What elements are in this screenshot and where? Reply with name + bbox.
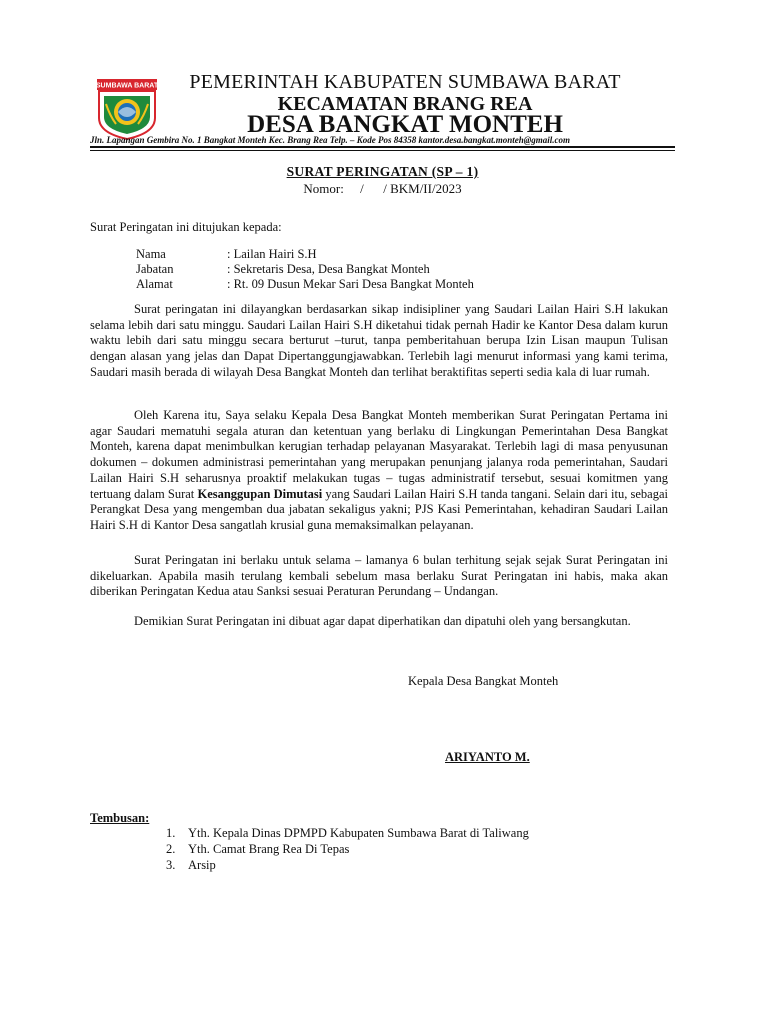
logo-text: SUMBAWA BARAT	[96, 82, 158, 90]
signature-position: Kepala Desa Bangkat Monteh	[408, 674, 559, 688]
letterhead-government: PEMERINTAH KABUPATEN SUMBAWA BARAT	[189, 71, 621, 93]
letterhead-district: KECAMATAN BRANG REA	[277, 93, 533, 115]
field-label: Nama	[136, 247, 166, 261]
letter-number: Nomor: / / BKM/II/2023	[303, 181, 462, 196]
list-item-number: 3.	[166, 857, 176, 872]
field-value: : Sekretaris Desa, Desa Bangkat Monteh	[227, 262, 430, 276]
letterhead-village: DESA BANGKAT MONTEH	[247, 111, 563, 138]
field-label: Alamat	[136, 277, 173, 291]
paragraph-validity: Surat Peringatan ini berlaku untuk selama – lamanya 6 bulan terhitung sejak sejak Surat Peringatan ini dikeluarkan. Apabila masih terulang kembali sebelum masa berlaku Surat Peringatan ini habis, maka akan diberikan Peringatan Kedua atau Sanksi sesuai Peraturan Perundang – Undangan.	[90, 553, 668, 599]
list-item-number: 2.	[166, 841, 176, 856]
paragraph-reason: Surat peringatan ini dilayangkan berdasarkan sikap indisipliner yang Saudari Lailan Hairi S.H lakukan selama lebih dari satu minggu. Saudari Lailan Hairi S.H diketahui tidak pernah Hadir ke Kantor Desa dalam kurun waktu lebih dari satu minggu secara berturut –turut, tanpa pemberitahuan berupa Izin Lisan maupun Tulisan dengan alasan yang jelas dan Dapat Dipertanggungjawabkan. Terlebih lagi menurut informasi yang kami terima, Saudari masih berada di wilayah Desa Bangkat Monteh dan terlihat beraktifitas seperti sedia kala di luar rumah.	[90, 302, 668, 379]
tembusan-title: Tembusan:	[90, 811, 150, 825]
letterhead-rule-thick	[90, 146, 675, 148]
list-item	[166, 826, 529, 842]
list-item-number: 1.	[166, 826, 176, 840]
paragraph-instruction-part2: yang Saudari Lailan Hairi S.H tanda tangani. Selain dari itu, sebagai Perangkat Desa yang mengemban dua jabatan sekaligus yakni; PJS Kasi Pemerintahan, kehadiran Saudari Lailan Hairi S.H di Kantor Desa sangatlah krusial guna memaksimalkan pelayanan.	[90, 486, 668, 532]
field-row-alamat	[136, 277, 474, 293]
list-item-text: Yth. Camat Brang Rea Di Tepas	[188, 841, 350, 856]
paragraph-instruction-part1: Oleh Karena itu, Saya selaku Kepala Desa Bangkat Monteh memberikan Surat Peringatan Pertama ini agar Saudari mematuhi segala aturan dan ketentuan yang berlaku di Lingkungan Pemerintahan Desa Bangkat Monteh, karena dapat menimbulkan kerugian terhadap pelayanan Masyarakat. Terlebih lagi di masa penyusunan dokumen – dokumen administrasi pemerintahan yang merupakan penunjang jalanya roda pemerintahan, Saudari Lailan Hairi S.H seharusnya proaktif melakukan tugas – tugas administratif tersebut, sesuai komitmen yang tertuang dalam Surat	[90, 408, 668, 501]
letter-title-text: SURAT PERINGATAN (SP – 1)	[286, 164, 479, 179]
paragraph-closing: Demikian Surat Peringatan ini dibuat agar dapat diperhatikan dan dipatuhi oleh yang bersangkutan.	[134, 614, 631, 628]
signature-name: ARIYANTO M.	[445, 750, 530, 764]
letterhead-address: Jln. Lapangan Gembira No. 1 Bangkat Monteh Kec. Brang Rea Telp. – Kode Pos 84358 kantor.desa.bangkat.monteh@gmail.com	[90, 135, 570, 145]
regency-logo-icon	[96, 78, 158, 140]
field-label: Jabatan	[136, 262, 174, 276]
list-item	[166, 842, 529, 858]
intro-line: Surat Peringatan ini ditujukan kepada:	[90, 220, 282, 234]
list-item	[166, 858, 529, 874]
letter-title	[90, 164, 675, 180]
paragraph-instruction-bold: Kesanggupan Dimutasi	[197, 486, 323, 501]
paragraph-instruction	[90, 408, 668, 534]
field-value: : Rt. 09 Dusun Mekar Sari Desa Bangkat Monteh	[227, 277, 474, 291]
letterhead-rule-thin	[90, 150, 675, 151]
field-value: : Lailan Hairi S.H	[227, 247, 317, 261]
tembusan-list	[166, 826, 529, 873]
list-item-text: Arsip	[188, 857, 216, 872]
list-item-text: Yth. Kepala Dinas DPMPD Kabupaten Sumbawa Barat di Taliwang	[188, 826, 529, 840]
field-row-nama	[136, 247, 317, 263]
field-row-jabatan	[136, 262, 430, 278]
